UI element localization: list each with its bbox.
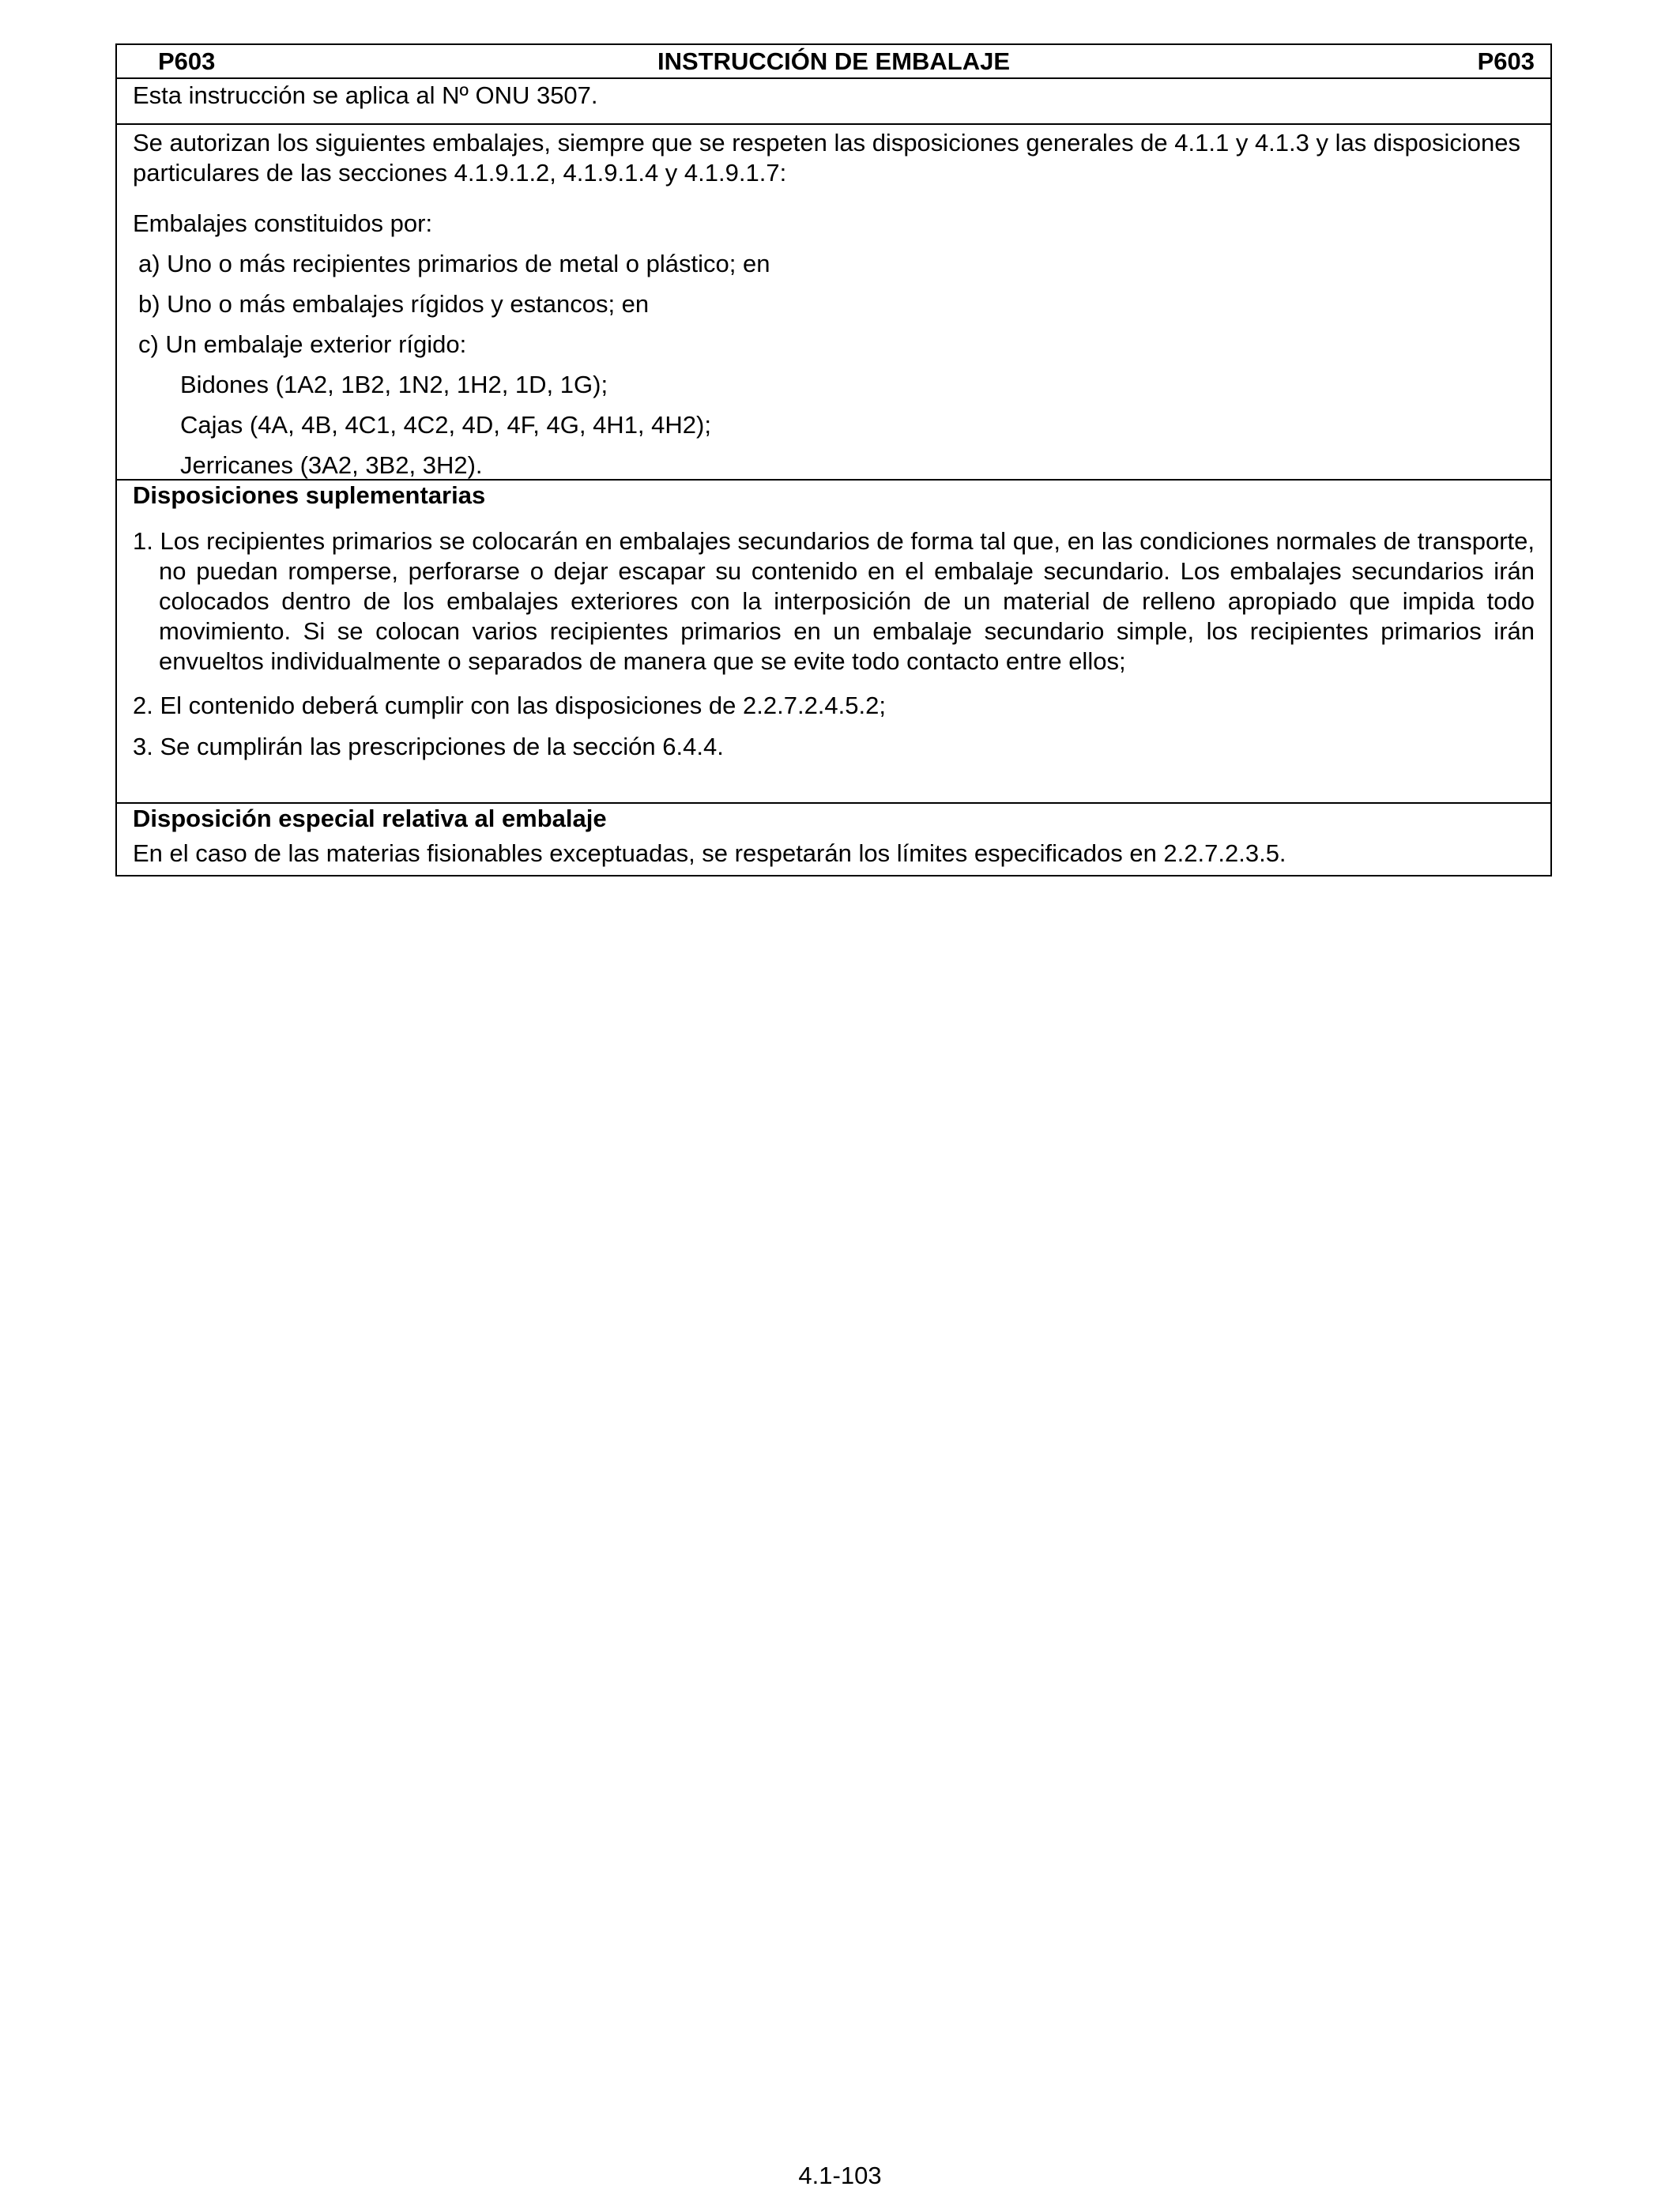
authorized-packagings-row	[117, 125, 1550, 481]
instruction-code-left: P603	[158, 47, 216, 75]
supplementary-item-2: 2. El contenido deberá cumplir con las disposiciones de 2.2.7.2.4.5.2;	[133, 692, 886, 719]
packagings-constituted: Embalajes constituidos por:	[133, 209, 433, 237]
packagings-intro: Se autorizan los siguientes embalajes, siempre que se respeten las disposiciones generales de 4.1.1 y 4.1.3 y las disposiciones particulares de las secciones 4.1.9.1.2, 4.1.9.1.4 y 4.1.9.1.7:	[133, 129, 1520, 187]
special-provision-row	[117, 804, 1550, 875]
packing-instruction-table	[115, 43, 1552, 876]
table-header	[117, 45, 1550, 79]
outer-type-jerricans: Jerricanes (3A2, 3B2, 3H2).	[180, 451, 483, 479]
packaging-item-c: c) Un embalaje exterior rígido:	[138, 330, 467, 358]
packaging-item-a: a) Uno o más recipientes primarios de metal o plástico; en	[138, 250, 770, 277]
applicability-row	[117, 79, 1550, 125]
page-number: 4.1-103	[798, 2162, 882, 2189]
instruction-title: INSTRUCCIÓN DE EMBALAJE	[657, 47, 1011, 75]
supplementary-item-1: 1. Los recipientes primarios se colocarán en embalajes secundarios de forma tal que, en las condiciones normales de transporte, no puedan romperse, perforarse o dejar escapar su contenido en el embalaje secundario. Los embalajes secundarios irán colocados dentro de los embalajes exteriores con la interposición de un material de relleno apropiado que impida todo movimiento. Si se colocan varios recipientes primarios en un embalaje secundario simple, los recipientes primarios irán envueltos individualmente o separados de manera que se evite todo contacto entre ellos;	[133, 527, 1535, 675]
special-provision-text: En el caso de las materias fisionables exceptuadas, se respetarán los límites especificados en 2.2.7.2.3.5.	[133, 839, 1286, 867]
applicability-text: Esta instrucción se aplica al Nº ONU 3507.	[133, 81, 598, 109]
supplementary-provisions-row	[117, 481, 1550, 804]
supplementary-item-3: 3. Se cumplirán las prescripciones de la sección 6.4.4.	[133, 733, 724, 760]
outer-type-drums: Bidones (1A2, 1B2, 1N2, 1H2, 1D, 1G);	[180, 371, 608, 398]
supplementary-heading: Disposiciones suplementarias	[133, 481, 486, 509]
outer-type-boxes: Cajas (4A, 4B, 4C1, 4C2, 4D, 4F, 4G, 4H1, 4H2);	[180, 411, 711, 439]
instruction-code-right: P603	[1477, 47, 1535, 75]
packaging-item-b: b) Uno o más embalajes rígidos y estancos; en	[138, 290, 650, 318]
special-provision-heading: Disposición especial relativa al embalaje	[133, 805, 607, 832]
